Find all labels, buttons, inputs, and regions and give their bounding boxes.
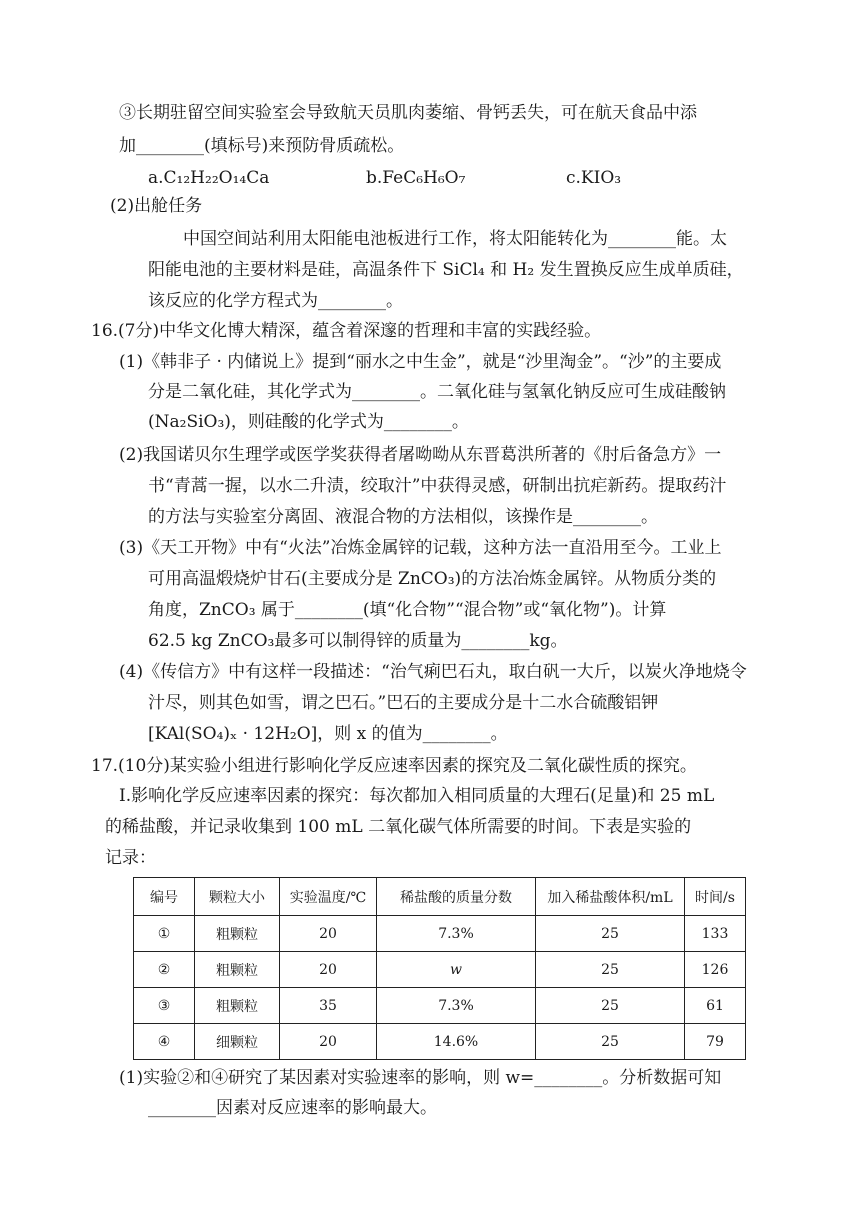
table-cell: 25 xyxy=(536,952,685,988)
q16-2-line-1: (2)我国诺贝尔生理学或医学奖获得者屠呦呦从东晋葛洪所著的《肘后备急方》一 xyxy=(119,445,722,465)
header-cell: 稀盐酸的质量分数 xyxy=(377,878,536,916)
table-cell: ④ xyxy=(134,1024,195,1060)
table-cell: 粗颗粒 xyxy=(195,988,280,1024)
q15-2-line-1: 中国空间站利用太阳能电池板进行工作，将太阳能转化为________能。太 xyxy=(183,229,727,249)
table-cell: 79 xyxy=(685,1024,746,1060)
table-row xyxy=(134,952,746,988)
q17-1-line-2: ________因素对反应速率的影响最大。 xyxy=(148,1098,437,1118)
q16-3-line-3: 角度，ZnCO₃ 属于________(填“化合物”“混合物”或“氧化物”)。计算 xyxy=(148,600,667,620)
option-a: a.C₁₂H₂₂O₁₄Ca xyxy=(148,168,270,188)
q16-3-line-1: (3)《天工开物》中有“火法”冶炼金属锌的记载，这种方法一直沿用至今。工业上 xyxy=(119,538,722,558)
q17-heading: 17.(10分)某实验小组进行影响化学反应速率因素的探究及二氧化碳性质的探究。 xyxy=(91,756,697,776)
table-cell: 133 xyxy=(685,916,746,952)
option-c: c.KIO₃ xyxy=(566,168,622,188)
table-row xyxy=(134,988,746,1024)
q16-3-line-4: 62.5 kg ZnCO₃最多可以制得锌的质量为________kg。 xyxy=(148,631,568,651)
q15-3-line-1: ③长期驻留空间实验室会导致航天员肌肉萎缩、骨钙丢失，可在航天食品中添 xyxy=(119,103,697,123)
table-row xyxy=(134,1024,746,1060)
option-b: b.FeC₆H₆O₇ xyxy=(366,168,466,188)
table-cell: 61 xyxy=(685,988,746,1024)
table-cell: ③ xyxy=(134,988,195,1024)
q16-2-line-3: 的方法与实验室分离固、液混合物的方法相似，该操作是________。 xyxy=(148,507,658,527)
q15-2-heading: (2)出舱任务 xyxy=(110,196,203,216)
table-cell: 粗颗粒 xyxy=(195,952,280,988)
table-cell: 25 xyxy=(536,988,685,1024)
q16-1-line-2: 分是二氧化硅，其化学式为________。二氧化硅与氢氧化钠反应可生成硅酸钠 xyxy=(148,382,726,402)
table-cell: ① xyxy=(134,916,195,952)
table-cell: 20 xyxy=(280,952,377,988)
q16-1-line-3: (Na₂SiO₃)，则硅酸的化学式为________。 xyxy=(148,412,469,432)
q16-4-line-2: 汁尽，则其色如雪，谓之巴石。”巴石的主要成分是十二水合硫酸铝钾 xyxy=(148,693,659,713)
q16-1-line-1: (1)《韩非子 · 内储说上》提到“丽水之中生金”，就是“沙里淘金”。“沙”的主要成 xyxy=(119,352,722,372)
q17-part1-line-1: Ⅰ.影响化学反应速率因素的探究：每次都加入相同质量的大理石(足量)和 25 mL xyxy=(119,786,715,806)
header-cell: 时间/s xyxy=(685,878,746,916)
table-cell: 细颗粒 xyxy=(195,1024,280,1060)
header-cell: 编号 xyxy=(134,878,195,916)
q16-2-line-2: 书“青蒿一握，以水二升渍，绞取汁”中获得灵感，研制出抗疟新药。提取药汁 xyxy=(148,476,727,496)
q16-heading: 16.(7分)中华文化博大精深，蕴含着深邃的哲理和丰富的实践经验。 xyxy=(91,321,602,341)
table-cell: 35 xyxy=(280,988,377,1024)
q17-part1-line-3: 记录： xyxy=(105,848,156,868)
table-cell: 20 xyxy=(280,916,377,952)
table-cell: ② xyxy=(134,952,195,988)
table-cell: 126 xyxy=(685,952,746,988)
q16-4-line-3: [KAl(SO₄)ₓ · 12H₂O]，则 x 的值为________。 xyxy=(148,724,508,744)
q16-3-line-2: 可用高温煅烧炉甘石(主要成分是 ZnCO₃)的方法冶炼金属锌。从物质分类的 xyxy=(148,569,717,589)
header-cell: 颗粒大小 xyxy=(195,878,280,916)
table-cell: 7.3% xyxy=(377,916,536,952)
table-cell: 7.3% xyxy=(377,988,536,1024)
experiment-table xyxy=(133,877,746,1060)
q16-4-line-1: (4)《传信方》中有这样一段描述：“治气痢巴石丸，取白矾一大斤，以炭火净地烧令 xyxy=(119,662,747,682)
table-cell: 25 xyxy=(536,1024,685,1060)
header-cell: 实验温度/℃ xyxy=(280,878,377,916)
table-cell: 20 xyxy=(280,1024,377,1060)
q15-2-line-2: 阳能电池的主要材料是硅，高温条件下 SiCl₄ 和 H₂ 发生置换反应生成单质硅， xyxy=(148,260,744,280)
q17-part1-line-2: 的稀盐酸，并记录收集到 100 mL 二氧化碳气体所需要的时间。下表是实验的 xyxy=(105,817,692,837)
header-cell: 加入稀盐酸体积/mL xyxy=(536,878,685,916)
table-row xyxy=(134,916,746,952)
q17-1-line-1: (1)实验②和④研究了某因素对实验速率的影响，则 w=________。分析数据可知 xyxy=(119,1068,722,1088)
table-cell: 14.6% xyxy=(377,1024,536,1060)
table-cell: w xyxy=(377,952,536,988)
table-cell: 25 xyxy=(536,916,685,952)
q15-2-line-3: 该反应的化学方程式为________。 xyxy=(148,291,403,311)
table-cell: 粗颗粒 xyxy=(195,916,280,952)
table-header-row xyxy=(134,878,746,916)
q15-3-line-2: 加________(填标号)来预防骨质疏松。 xyxy=(119,136,405,156)
